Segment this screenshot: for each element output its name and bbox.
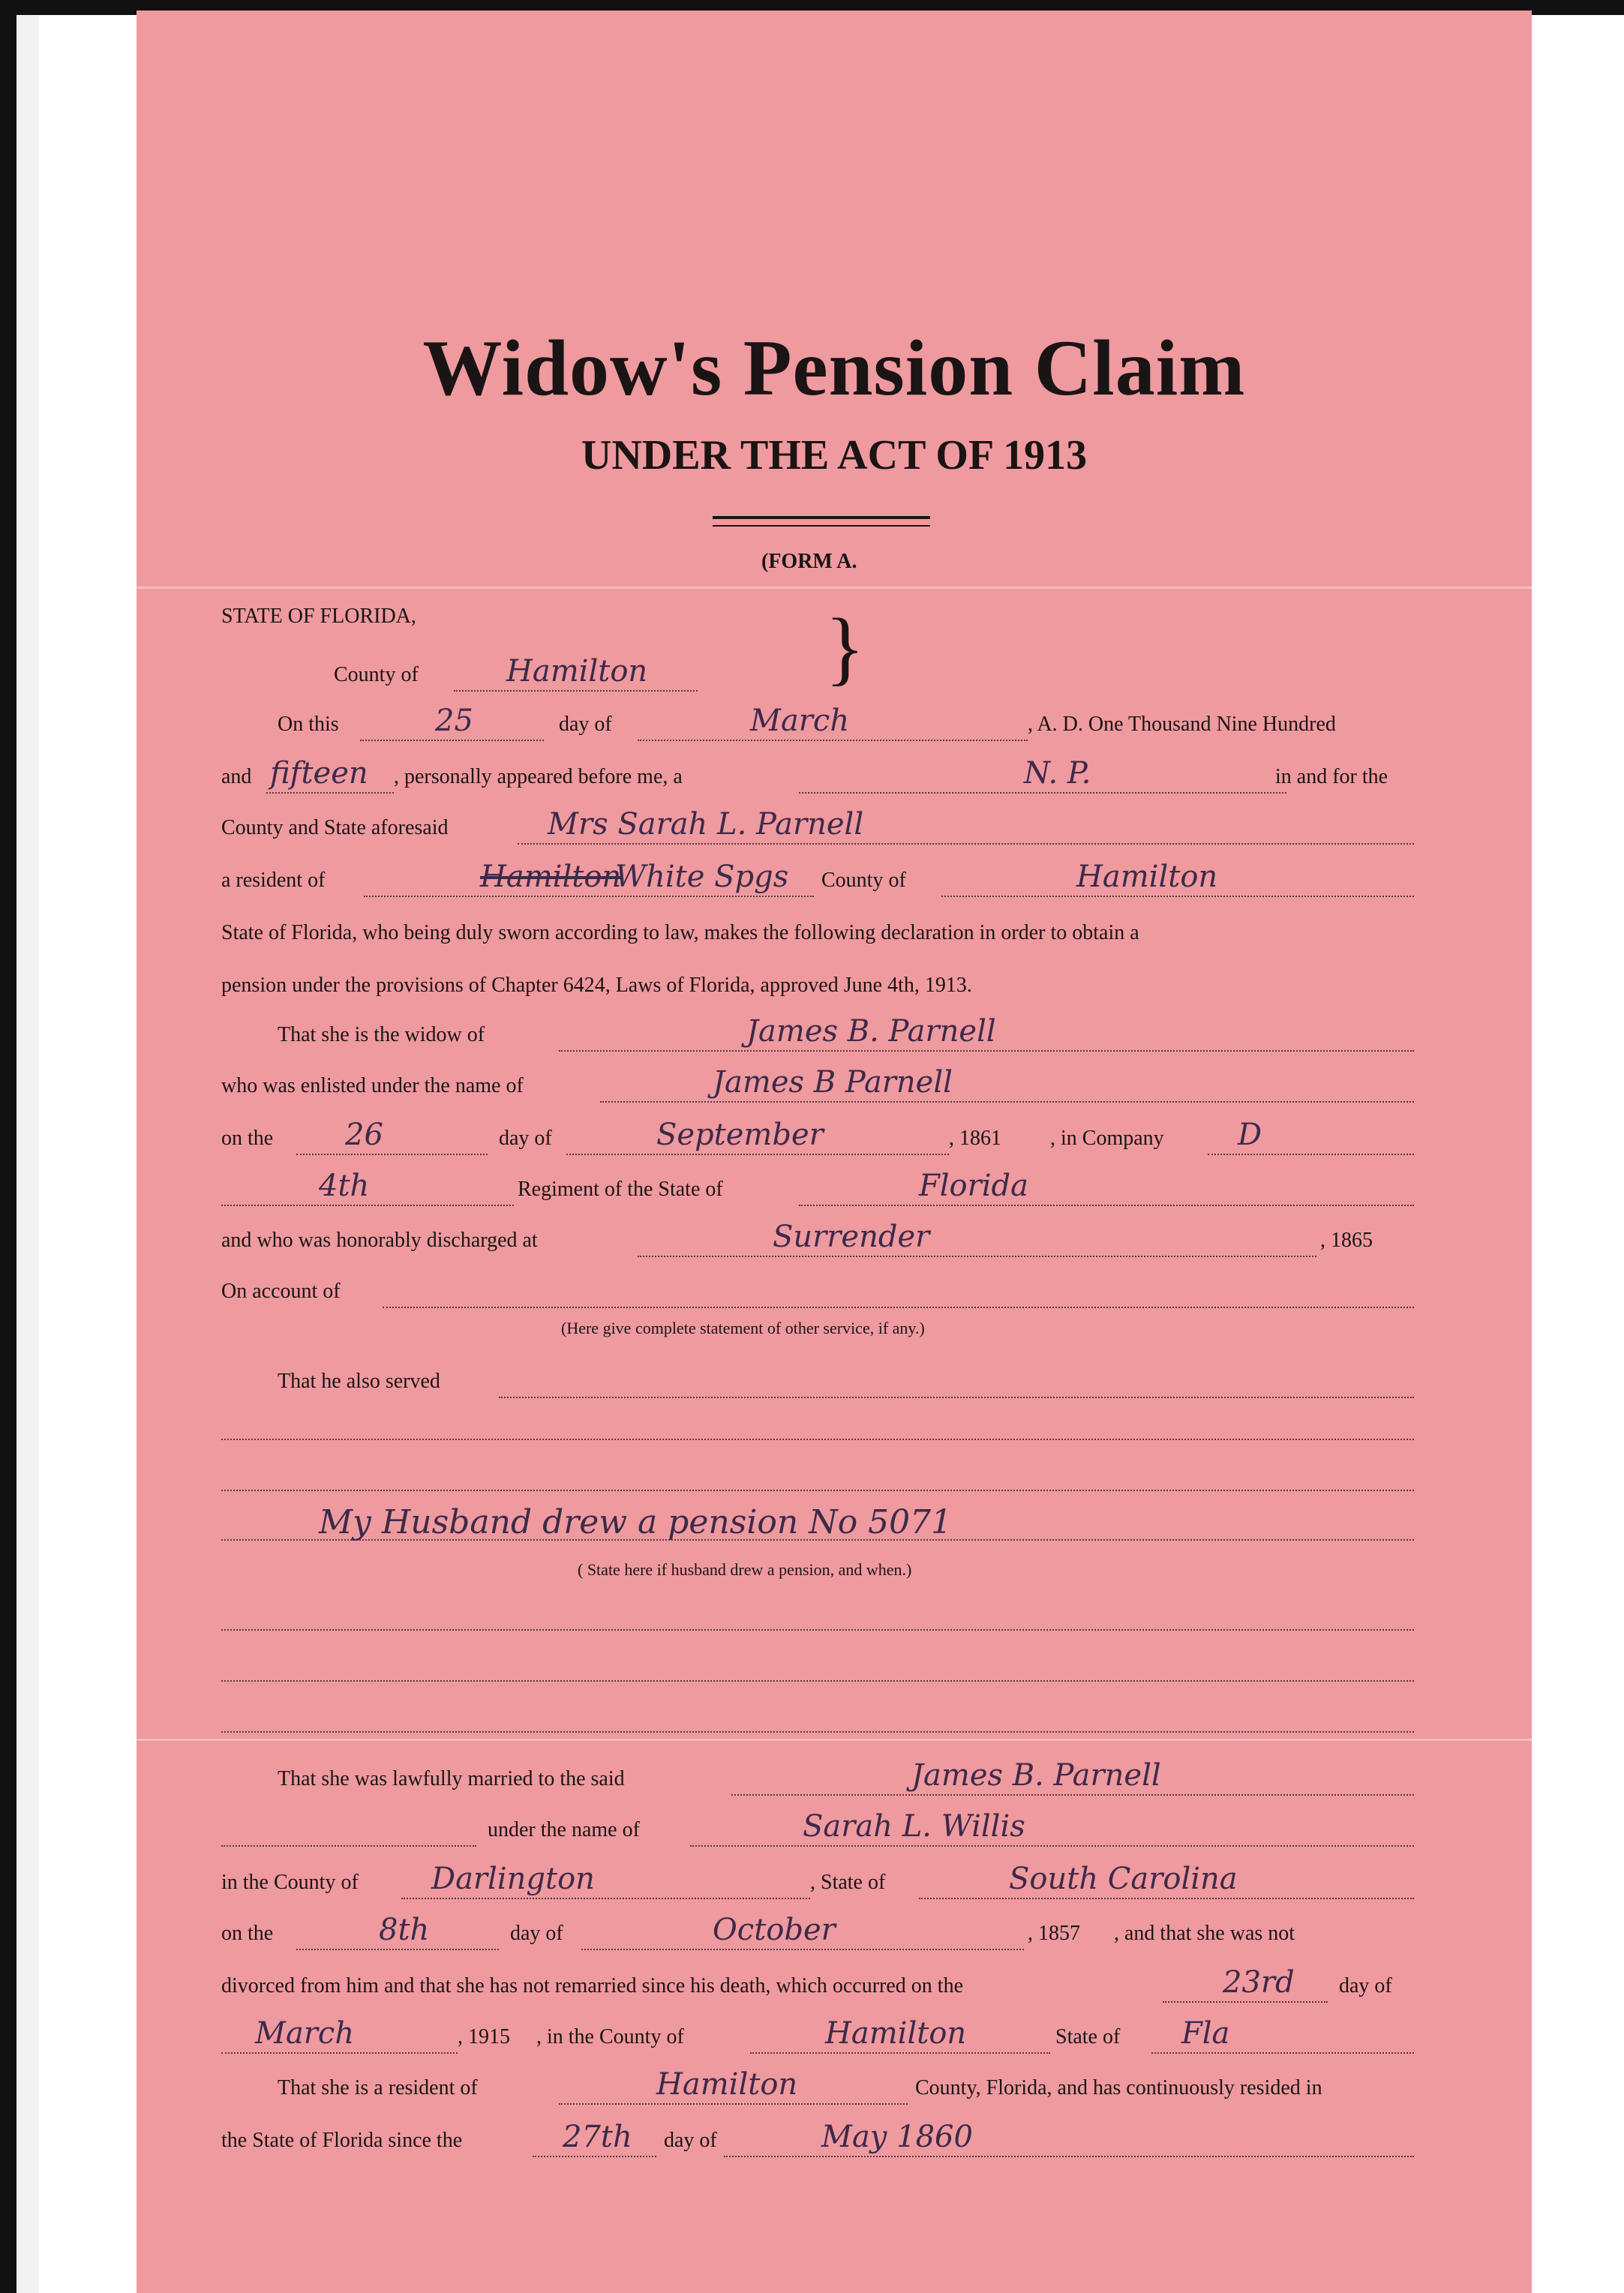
regiment-field[interactable]	[221, 1169, 514, 1206]
discharged-field[interactable]	[638, 1220, 1316, 1257]
married-month-field[interactable]	[581, 1913, 1024, 1950]
company-value: D	[1238, 1118, 1262, 1152]
marriage-date-line	[221, 1913, 1414, 1950]
pension-note: ( State here if husband drew a pension, and when.)	[578, 1560, 912, 1579]
since-line	[221, 2120, 1414, 2157]
resident-county-value: Hamilton	[656, 2067, 798, 2102]
county-field[interactable]	[454, 654, 698, 692]
death-month-value: March	[255, 2016, 355, 2051]
enlist-day-field[interactable]	[296, 1118, 488, 1155]
residence-since-line	[221, 2067, 1414, 2105]
not-divorced-label: , and that she was not	[1114, 1922, 1295, 1945]
claimant-field[interactable]	[518, 807, 1414, 845]
enlisted-value: James B Parnell	[713, 1065, 953, 1100]
county-of-label-2: County of	[821, 869, 906, 892]
resident-label: That she is a resident of	[278, 2076, 478, 2099]
married-day-of-label: day of	[510, 1922, 563, 1945]
death-county-field[interactable]	[750, 2016, 1050, 2054]
declaration-text-2: pension under the provisions of Chapter 6424, Laws of Florida, approved June 4th, 1913.	[221, 974, 972, 997]
blank-line[interactable]	[221, 1730, 1414, 1733]
also-served-line	[221, 1370, 1414, 1398]
residence-struck: Hamilton	[480, 860, 622, 894]
widow-of-label: That she is the widow of	[278, 1023, 485, 1046]
married-label: That she was lawfully married to the said	[278, 1767, 625, 1790]
death-day-of-label: day of	[1339, 1974, 1392, 1997]
blank-line[interactable]	[221, 1437, 1414, 1440]
brace: }	[825, 602, 865, 693]
since-label: the State of Florida since the	[221, 2129, 463, 2152]
also-served-label: That he also served	[278, 1370, 440, 1393]
claimant-value: Mrs Sarah L. Parnell	[548, 807, 864, 842]
resident-text: County, Florida, and has continuously resided in	[915, 2076, 1322, 2099]
day-field[interactable]	[360, 704, 544, 741]
enlist-month-value: September	[656, 1118, 824, 1152]
death-state-label: State of	[1055, 2025, 1121, 2048]
regiment-label: Regiment of the State of	[518, 1178, 723, 1201]
marriage-place-line	[221, 1862, 1414, 1899]
maiden-blank[interactable]	[221, 1818, 476, 1847]
since-date-value: May 1860	[821, 2120, 973, 2154]
month-field[interactable]	[638, 704, 1028, 741]
county-state-label: County and State aforesaid	[221, 816, 449, 839]
scan-left-border	[0, 0, 17, 2293]
pension-note-value: My Husband drew a pension No 5071	[319, 1503, 953, 1541]
regiment-line	[221, 1169, 1414, 1206]
enlist-year-label: , 1861	[949, 1127, 1001, 1150]
in-and-for-label: in and for the	[1275, 765, 1388, 788]
death-line	[221, 2016, 1414, 2054]
state-married-field[interactable]	[919, 1862, 1414, 1899]
husband-field[interactable]	[559, 1014, 1414, 1052]
service-note: (Here give complete statement of other service, if any.)	[561, 1319, 925, 1337]
death-day-value: 23rd	[1223, 1965, 1295, 2000]
divorced-text: divorced from him and that she has not remarried since his death, which occurred on the	[221, 1974, 964, 1997]
discharged-year: , 1865	[1320, 1229, 1373, 1252]
maiden-field[interactable]	[690, 1809, 1414, 1847]
ad-label: , A. D. One Thousand Nine Hundred	[1028, 713, 1336, 736]
enlist-date-line	[221, 1118, 1414, 1155]
and-label: and	[221, 765, 252, 788]
state-label: STATE OF FLORIDA,	[221, 605, 416, 628]
death-county-value: Hamilton	[825, 2016, 967, 2051]
death-county-label: , in the County of	[536, 2025, 684, 2048]
blank-line[interactable]	[221, 1679, 1414, 1682]
married-field[interactable]	[731, 1758, 1414, 1796]
officer-value: N. P.	[1024, 756, 1091, 791]
on-the-label: on the	[221, 1127, 274, 1150]
county-label: County of	[334, 663, 419, 686]
married-day-value: 8th	[379, 1913, 430, 1947]
company-label: , in Company	[1050, 1127, 1164, 1150]
blank-line[interactable]	[221, 1488, 1414, 1491]
death-state-value: Fla	[1181, 2016, 1230, 2051]
married-value: James B. Parnell	[911, 1758, 1161, 1793]
married-on-label: on the	[221, 1922, 274, 1945]
enlisted-line	[221, 1065, 1414, 1103]
married-line	[221, 1758, 1414, 1796]
resident-of-label: a resident of	[221, 869, 326, 892]
maiden-value: Sarah L. Willis	[803, 1809, 1025, 1844]
since-date-field[interactable]	[724, 2120, 1414, 2157]
day-of-label: day of	[559, 713, 612, 736]
death-day-field[interactable]	[1163, 1965, 1328, 2003]
enlist-day-of-label: day of	[499, 1127, 552, 1150]
since-day-of-label: day of	[664, 2129, 717, 2152]
company-field[interactable]	[1208, 1118, 1414, 1155]
officer-field[interactable]	[799, 756, 1286, 794]
divorce-line	[221, 1965, 1414, 2003]
scan-edge	[17, 15, 39, 2293]
form-label: (FORM A.	[761, 550, 857, 573]
enlist-day-value: 26	[345, 1118, 383, 1152]
county-married-value: Darlington	[431, 1862, 595, 1896]
regiment-value: 4th	[319, 1169, 370, 1203]
county-married-label: in the County of	[221, 1871, 359, 1894]
title-rule	[713, 525, 930, 527]
discharged-value: Surrender	[773, 1220, 930, 1254]
regiment-state-field[interactable]	[799, 1169, 1414, 1206]
declaration-text-1: State of Florida, who being duly sworn according to law, makes the following declaration in order to obtain a	[221, 921, 1139, 944]
residence-county-value: Hamilton	[1076, 860, 1218, 894]
account-field[interactable]	[383, 1280, 1414, 1308]
enlisted-label: who was enlisted under the name of	[221, 1074, 524, 1097]
residence-line	[221, 860, 1414, 897]
fold-line	[137, 1739, 1532, 1741]
account-line	[221, 1280, 1414, 1308]
death-year-label: , 1915	[458, 2025, 510, 2048]
regiment-state-value: Florida	[919, 1169, 1028, 1203]
enlist-month-field[interactable]	[566, 1118, 949, 1155]
death-state-field[interactable]	[1151, 2016, 1414, 2054]
resident-county-field[interactable]	[559, 2067, 908, 2105]
fold-line	[137, 587, 1532, 589]
residence-county-field[interactable]	[941, 860, 1414, 897]
county-married-field[interactable]	[401, 1862, 810, 1899]
discharged-line	[221, 1220, 1414, 1257]
enlisted-field[interactable]	[600, 1065, 1414, 1103]
also-served-field[interactable]	[499, 1370, 1414, 1398]
residence-value: White Spgs	[615, 860, 789, 894]
account-label: On account of	[221, 1280, 341, 1303]
form-title: Widow's Pension Claim	[422, 324, 1246, 412]
maiden-label: under the name of	[488, 1818, 640, 1841]
day-value: 25	[435, 704, 473, 738]
form-subtitle: UNDER THE ACT OF 1913	[581, 432, 1088, 479]
maiden-line	[221, 1809, 1414, 1847]
husband-value: James B. Parnell	[746, 1014, 996, 1049]
state-married-value: South Carolina	[1009, 1862, 1238, 1896]
year-word-field[interactable]	[266, 756, 394, 794]
blank-line[interactable]	[221, 1628, 1414, 1631]
on-this-label: On this	[278, 713, 339, 736]
officer-line	[221, 756, 1414, 794]
since-day-value: 27th	[563, 2120, 632, 2154]
title-rule	[713, 516, 930, 519]
claimant-line	[221, 807, 1414, 845]
death-month-field[interactable]	[221, 2016, 458, 2054]
date-line	[221, 704, 1414, 741]
year-word-value: fifteen	[270, 756, 368, 791]
pension-field[interactable]	[221, 1503, 1414, 1541]
county-value: Hamilton	[506, 654, 648, 689]
pension-line	[221, 1503, 1414, 1541]
residence-field[interactable]	[364, 860, 814, 897]
state-married-label: , State of	[810, 1871, 886, 1894]
married-month-value: October	[713, 1913, 836, 1947]
since-day-field[interactable]	[533, 2120, 656, 2157]
month-value: March	[750, 704, 850, 738]
married-day-field[interactable]	[296, 1913, 499, 1950]
widow-line	[221, 1014, 1414, 1052]
married-year-label: , 1857	[1028, 1922, 1080, 1945]
personally-label: , personally appeared before me, a	[394, 765, 683, 788]
discharged-label: and who was honorably discharged at	[221, 1229, 538, 1252]
